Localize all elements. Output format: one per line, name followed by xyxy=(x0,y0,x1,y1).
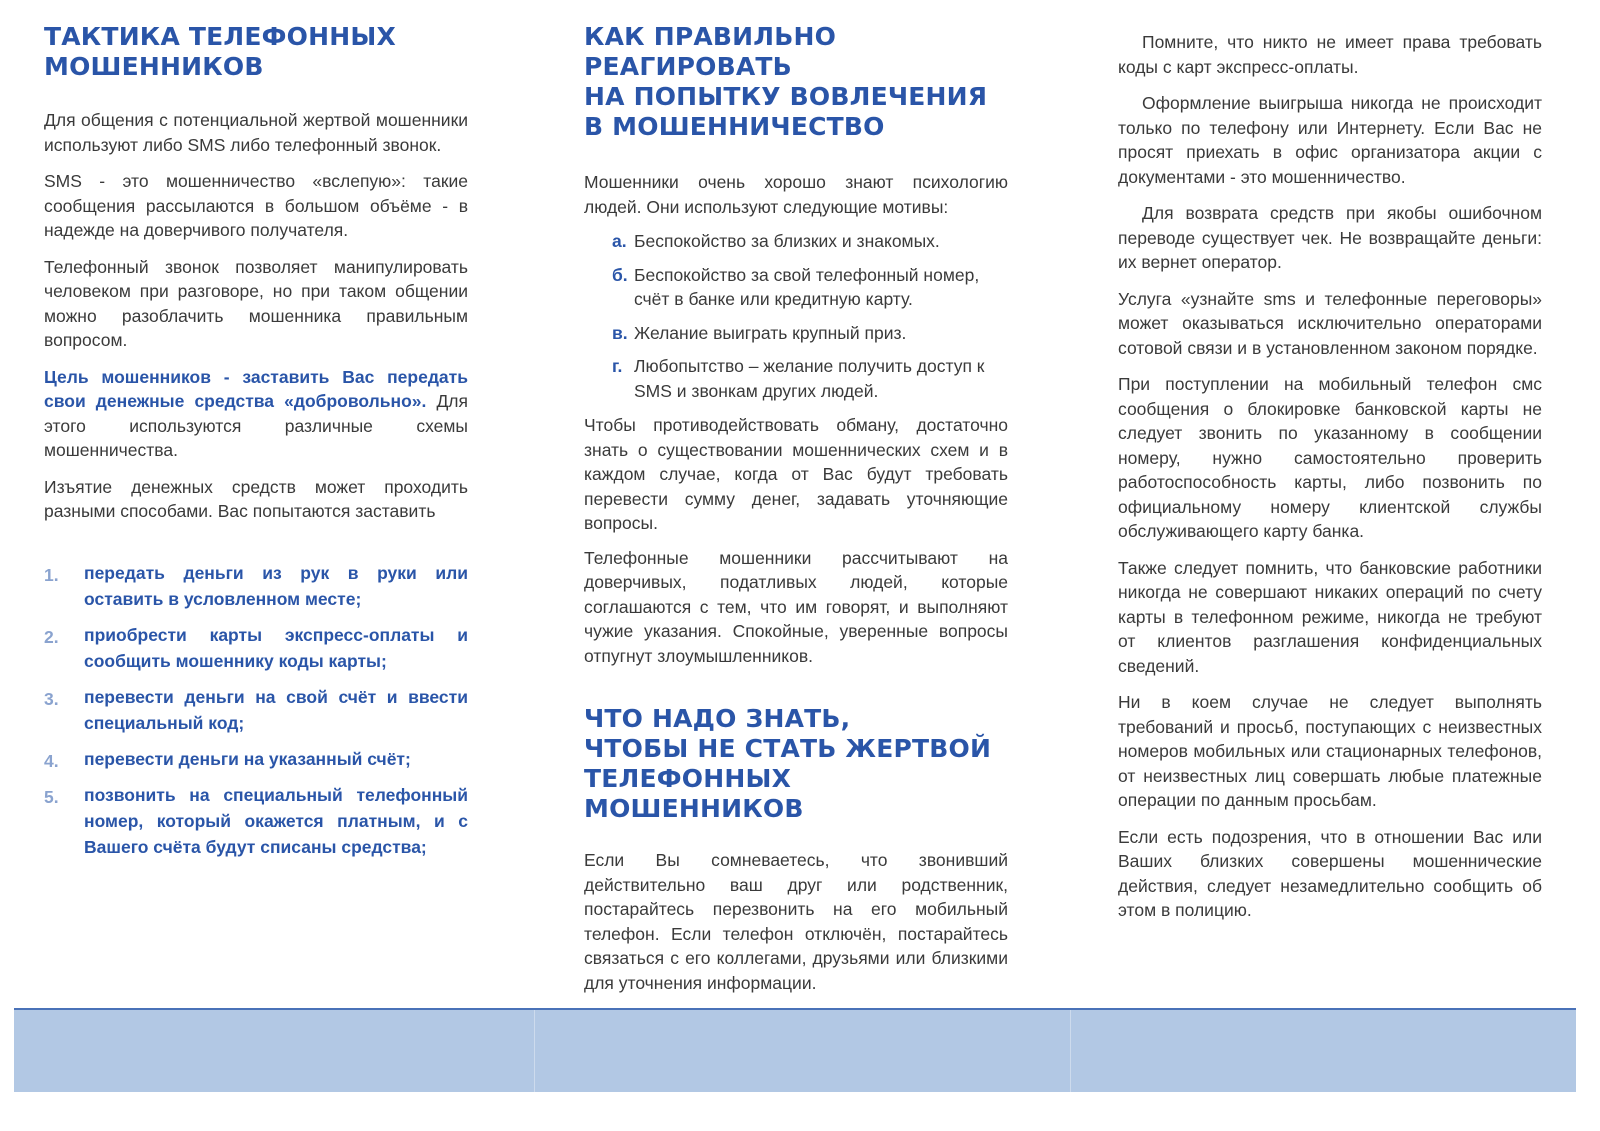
list-number: 4. xyxy=(44,750,59,771)
list-item-text: Любопытство – желание получить доступ к SMS и звонкам других людей. xyxy=(634,356,985,401)
goal-rest: Для этого используются различные схемы мошенничества. xyxy=(44,391,468,460)
paragraph: Для общения с потенциальной жертвой мошенники используют либо SMS либо телефонный звонок. xyxy=(44,110,468,155)
fold-line xyxy=(534,1010,535,1092)
heading-line: МОШЕННИКОВ xyxy=(44,52,264,81)
column-tactics xyxy=(44,22,468,860)
list-item-text: Беспокойство за близких и знакомых. xyxy=(634,231,940,251)
list-item-text: Желание выиграть крупный приз. xyxy=(634,322,907,343)
paragraph xyxy=(44,365,468,463)
heading-what-to-know xyxy=(584,704,1008,824)
list-letter: а. xyxy=(612,231,627,251)
paragraph: Телефонный звонок позволяет манипулировать человеком при разговоре, но при таком общении можно разоблачить мошенника правильным вопросом. xyxy=(44,256,468,350)
paragraph: Для возврата средств при якобы ошибочном переводе существует чек. Не возвращайте деньги: их вернет оператор. xyxy=(1118,203,1542,272)
heading-line: В МОШЕННИЧЕСТВО xyxy=(584,112,885,141)
list-number: 1. xyxy=(44,564,59,585)
list-item xyxy=(612,229,1008,254)
goal-emphasis: Цель мошенников - заставить Вас передать свои денежные средства «добровольно». xyxy=(44,366,468,411)
column-advice xyxy=(1118,30,1542,923)
paragraph: При поступлении на мобильный телефон смс сообщения о блокировке банковской карты не следует звонить по указанному в сообщении номеру, нужно самостоятельно проверить работоспособность карты, либо позвонить по официальному номеру клиентской службы обслуживающего карту банка. xyxy=(1118,374,1542,541)
motives-list xyxy=(584,229,1008,403)
bottom-decorative-band xyxy=(14,1008,1576,1092)
list-item-text: перевести деньги на свой счёт и ввести специальный код; xyxy=(84,686,468,733)
paragraph: Услуга «узнайте sms и телефонные переговоры» может оказываться исключительно операторами сотовой связи и в установленном законом порядке. xyxy=(1118,288,1542,358)
paragraph: Телефонные мошенники рассчитывают на доверчивых, податливых людей, которые соглашаются с тем, что им говорят, и выполняют чужие указания. Спокойные, уверенные вопросы отпугнут злоумышленников. xyxy=(584,547,1008,666)
paragraph: Помните, что никто не имеет права требовать коды с карт экспресс-оплаты. xyxy=(1118,32,1542,77)
list-item xyxy=(612,263,1008,312)
heading-line: ЧТО НАДО ЗНАТЬ, xyxy=(584,704,851,733)
list-item xyxy=(612,354,1008,403)
fold-line xyxy=(1070,1010,1071,1092)
paragraph: Оформление выигрыша никогда не происходит только по телефону или Интернету. Если Вас не просят приехать в офис организатора акции с документами - это мошенничество. xyxy=(1118,93,1542,187)
list-item xyxy=(44,782,468,860)
list-item xyxy=(44,622,468,674)
heading-line: НА ПОПЫТКУ ВОВЛЕЧЕНИЯ xyxy=(584,82,988,111)
heading-line: ТАКТИКА ТЕЛЕФОННЫХ xyxy=(44,22,396,51)
heading-line: ТЕЛЕФОННЫХ МОШЕННИКОВ xyxy=(584,764,804,823)
list-number: 5. xyxy=(44,786,59,807)
list-item-text: перевести деньги на указанный счёт; xyxy=(84,748,411,769)
list-letter: б. xyxy=(612,264,628,285)
paragraph: Изъятие денежных средств может проходить разными способами. Вас попытаются заставить xyxy=(44,476,468,521)
paragraph: Также следует помнить, что банковские работники никогда не совершают никаких операций по счету карты в телефонном режиме, никогда не требуют от клиентов разглашения конфиденциальных сведений. xyxy=(1118,557,1542,676)
paragraph: Мошенники очень хорошо знают психологию людей. Они используют следующие мотивы: xyxy=(584,172,1008,217)
paragraph: SMS - это мошенничество «вслепую»: такие сообщения рассылаются в большом объёме - в надежде на доверчивого получателя. xyxy=(44,171,468,240)
methods-list xyxy=(44,560,468,860)
list-number: 3. xyxy=(44,688,59,709)
heading-reaction xyxy=(584,22,1008,142)
list-item-text: передать деньги из рук в руки или оставить в условленном месте; xyxy=(84,562,468,609)
paragraph: Если Вы сомневаетесь, что звонивший действительно ваш друг или родственник, постарайтесь перезвонить на его мобильный телефон. Если телефон отключён, постарайтесь связаться с его коллегами, друзьями или близкими для уточнения информации. xyxy=(584,850,1008,993)
list-item xyxy=(44,560,468,612)
list-item xyxy=(44,746,468,772)
list-letter: г. xyxy=(612,356,623,376)
paragraph: Ни в коем случае не следует выполнять требований и просьб, поступающих с неизвестных номеров мобильных или стационарных телефонов, от неизвестных лиц совершать любые платежные операции по данным просьбам. xyxy=(1118,692,1542,810)
list-number: 2. xyxy=(44,626,59,647)
list-item-text: приобрести карты экспресс-оплаты и сообщить мошеннику коды карты; xyxy=(84,624,468,671)
paragraph: Чтобы противодействовать обману, достаточно знать о существовании мошеннических схем и в каждом случае, когда от Вас будут требовать перевести сумму денег, задавать уточняющие вопросы. xyxy=(584,415,1008,533)
list-item xyxy=(44,684,468,736)
list-item xyxy=(612,321,1008,346)
list-letter: в. xyxy=(612,322,628,343)
list-item-text: Беспокойство за свой телефонный номер, счёт в банке или кредитную карту. xyxy=(634,264,980,309)
paragraph: Если есть подозрения, что в отношении Вас или Ваших близких совершены мошеннические действия, следует незамедлительно сообщить об этом в полицию. xyxy=(1118,826,1542,920)
heading-tactics xyxy=(44,22,468,82)
column-reaction xyxy=(584,22,1008,995)
heading-line: КАК ПРАВИЛЬНО РЕАГИРОВАТЬ xyxy=(584,22,837,81)
list-item-text: позвонить на специальный телефонный номер, который окажется платным, и с Вашего счёта будут списаны средства; xyxy=(84,784,468,857)
heading-line: ЧТОБЫ НЕ СТАТЬ ЖЕРТВОЙ xyxy=(584,734,992,763)
